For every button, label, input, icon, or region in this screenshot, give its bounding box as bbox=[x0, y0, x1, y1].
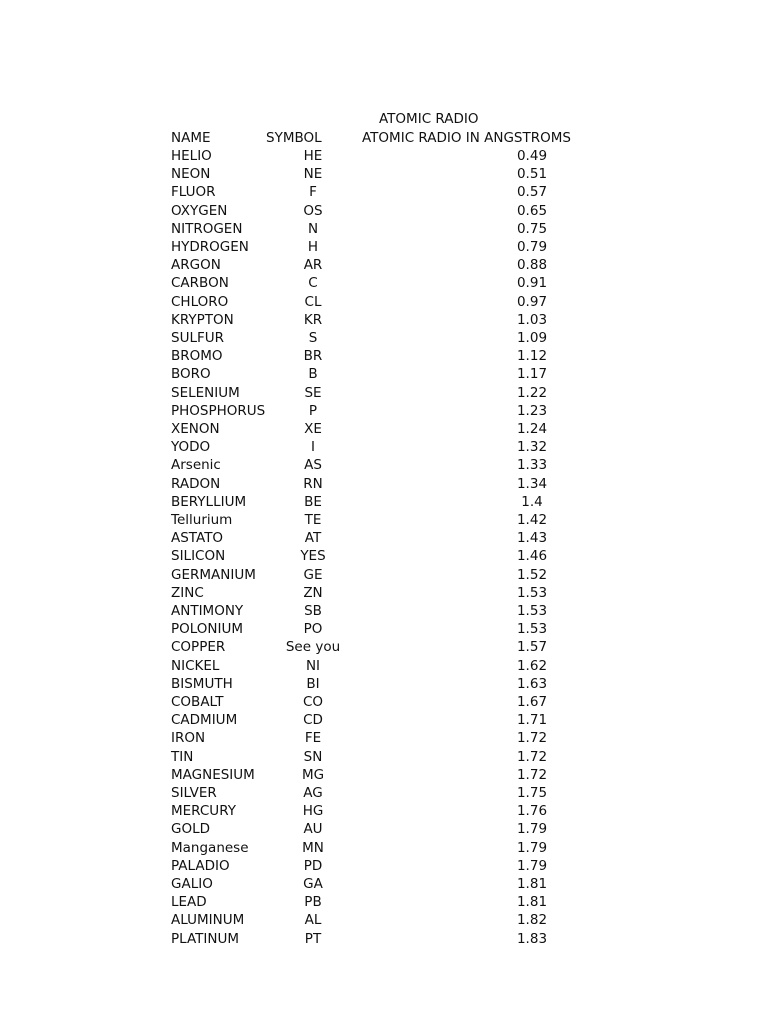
element-symbol: S bbox=[308, 330, 318, 346]
element-symbol: P bbox=[308, 403, 318, 419]
element-symbol: SN bbox=[303, 749, 323, 765]
element-name: HELIO bbox=[171, 148, 212, 164]
element-symbol: H bbox=[307, 239, 319, 255]
table-row bbox=[0, 548, 768, 566]
table-row bbox=[0, 694, 768, 712]
atomic-radius-value: 0.49 bbox=[516, 148, 548, 164]
element-symbol: BE bbox=[304, 494, 322, 510]
element-name: CHLORO bbox=[171, 294, 229, 310]
table-row bbox=[0, 639, 768, 657]
atomic-radius-value: 1.75 bbox=[516, 785, 548, 801]
atomic-radius-value: 1.33 bbox=[516, 457, 548, 473]
element-name: YODO bbox=[171, 439, 211, 455]
table-row bbox=[0, 348, 768, 366]
atomic-radius-value: 1.53 bbox=[516, 603, 548, 619]
atomic-radius-value: 1.82 bbox=[516, 912, 548, 928]
table-row bbox=[0, 385, 768, 403]
table-row bbox=[0, 312, 768, 330]
element-symbol: NI bbox=[305, 658, 321, 674]
atomic-radius-value: 0.79 bbox=[516, 239, 548, 255]
element-name: SELENIUM bbox=[171, 385, 240, 401]
element-name: COBALT bbox=[171, 694, 224, 710]
atomic-radius-value: 0.57 bbox=[516, 184, 548, 200]
element-name: CARBON bbox=[171, 275, 229, 291]
element-name: ZINC bbox=[171, 585, 204, 601]
table-row bbox=[0, 567, 768, 585]
element-symbol: FE bbox=[304, 730, 322, 746]
element-name: POLONIUM bbox=[171, 621, 244, 637]
table-row bbox=[0, 912, 768, 930]
element-name: BROMO bbox=[171, 348, 223, 364]
document-title: ATOMIC RADIO bbox=[379, 111, 479, 127]
atomic-radius-value: 1.4 bbox=[521, 494, 543, 510]
element-name: Tellurium bbox=[171, 512, 233, 528]
element-symbol: C bbox=[308, 275, 318, 291]
element-name: GOLD bbox=[171, 821, 211, 837]
element-name: TIN bbox=[171, 749, 194, 765]
element-symbol: PB bbox=[304, 894, 322, 910]
table-row bbox=[0, 730, 768, 748]
element-symbol: BI bbox=[306, 676, 320, 692]
table-row bbox=[0, 203, 768, 221]
atomic-radius-value: 1.67 bbox=[516, 694, 548, 710]
element-symbol: AR bbox=[303, 257, 323, 273]
element-symbol: MG bbox=[301, 767, 325, 783]
table-row bbox=[0, 166, 768, 184]
table-row bbox=[0, 221, 768, 239]
element-symbol: CD bbox=[303, 712, 323, 728]
atomic-radius-value: 1.72 bbox=[516, 730, 548, 746]
atomic-radius-value: 0.75 bbox=[516, 221, 548, 237]
table-row bbox=[0, 803, 768, 821]
atomic-radius-value: 1.17 bbox=[516, 366, 548, 382]
element-name: PHOSPHORUS bbox=[171, 403, 266, 419]
atomic-radius-value: 1.53 bbox=[516, 585, 548, 601]
table-row bbox=[0, 403, 768, 421]
table-row bbox=[0, 275, 768, 293]
table-row bbox=[0, 330, 768, 348]
element-name: LEAD bbox=[171, 894, 207, 910]
atomic-radius-value: 1.12 bbox=[516, 348, 548, 364]
element-name: XENON bbox=[171, 421, 220, 437]
header-symbol: SYMBOL bbox=[266, 130, 322, 146]
atomic-radius-value: 1.22 bbox=[516, 385, 548, 401]
element-name: IRON bbox=[171, 730, 206, 746]
atomic-radius-value: 1.79 bbox=[516, 821, 548, 837]
element-symbol: I bbox=[311, 439, 315, 455]
atomic-radius-value: 1.03 bbox=[516, 312, 548, 328]
element-symbol: ZN bbox=[303, 585, 323, 601]
element-name: RADON bbox=[171, 476, 221, 492]
table-row bbox=[0, 457, 768, 475]
element-symbol: CL bbox=[304, 294, 322, 310]
atomic-radius-value: 1.72 bbox=[516, 749, 548, 765]
table-row bbox=[0, 421, 768, 439]
element-symbol: MN bbox=[302, 840, 324, 856]
atomic-radius-value: 1.42 bbox=[516, 512, 548, 528]
element-symbol: PD bbox=[303, 858, 323, 874]
atomic-radius-value: 0.91 bbox=[516, 275, 548, 291]
table-row bbox=[0, 294, 768, 312]
element-symbol: HG bbox=[302, 803, 324, 819]
element-name: COPPER bbox=[171, 639, 226, 655]
element-symbol: PO bbox=[303, 621, 323, 637]
atomic-radius-value: 1.81 bbox=[516, 876, 548, 892]
element-symbol: BR bbox=[303, 348, 323, 364]
atomic-radius-value: 1.57 bbox=[516, 639, 548, 655]
element-symbol: OS bbox=[303, 203, 323, 219]
element-name: BERYLLIUM bbox=[171, 494, 247, 510]
table-row bbox=[0, 239, 768, 257]
table-row bbox=[0, 676, 768, 694]
table-row bbox=[0, 585, 768, 603]
table-row bbox=[0, 494, 768, 512]
table-row bbox=[0, 366, 768, 384]
element-name: ANTIMONY bbox=[171, 603, 244, 619]
element-symbol: YES bbox=[300, 548, 326, 564]
atomic-radius-value: 1.72 bbox=[516, 767, 548, 783]
header-radius: ATOMIC RADIO IN ANGSTROMS bbox=[362, 130, 571, 146]
element-name: Arsenic bbox=[171, 457, 221, 473]
element-name: SILVER bbox=[171, 785, 217, 801]
element-symbol: PT bbox=[304, 931, 322, 947]
element-name: KRYPTON bbox=[171, 312, 234, 328]
element-name: SILICON bbox=[171, 548, 226, 564]
table-row bbox=[0, 876, 768, 894]
element-name: ASTATO bbox=[171, 530, 224, 546]
atomic-radius-value: 1.53 bbox=[516, 621, 548, 637]
element-symbol: GA bbox=[303, 876, 323, 892]
atomic-radius-value: 0.65 bbox=[516, 203, 548, 219]
element-symbol: XE bbox=[304, 421, 322, 437]
atomic-radius-value: 1.79 bbox=[516, 840, 548, 856]
element-name: Manganese bbox=[171, 840, 249, 856]
element-symbol: F bbox=[309, 184, 317, 200]
element-symbol: See you bbox=[285, 639, 341, 655]
element-name: FLUOR bbox=[171, 184, 216, 200]
atomic-radius-value: 1.24 bbox=[516, 421, 548, 437]
atomic-radius-value: 1.76 bbox=[516, 803, 548, 819]
table-row bbox=[0, 148, 768, 166]
table-row bbox=[0, 439, 768, 457]
table-row bbox=[0, 840, 768, 858]
table-row bbox=[0, 767, 768, 785]
element-symbol: SE bbox=[304, 385, 322, 401]
atomic-radius-value: 1.32 bbox=[516, 439, 548, 455]
atomic-radius-value: 1.23 bbox=[516, 403, 548, 419]
table-row bbox=[0, 712, 768, 730]
element-name: SULFUR bbox=[171, 330, 224, 346]
element-symbol: AT bbox=[304, 530, 322, 546]
element-symbol: RN bbox=[303, 476, 323, 492]
atomic-radius-value: 1.43 bbox=[516, 530, 548, 546]
table-row bbox=[0, 184, 768, 202]
element-name: NEON bbox=[171, 166, 211, 182]
element-name: BISMUTH bbox=[171, 676, 233, 692]
table-row bbox=[0, 476, 768, 494]
element-name: PLATINUM bbox=[171, 931, 240, 947]
element-symbol: AL bbox=[304, 912, 322, 928]
element-name: NITROGEN bbox=[171, 221, 243, 237]
atomic-radius-value: 1.71 bbox=[516, 712, 548, 728]
element-symbol: AU bbox=[303, 821, 323, 837]
element-symbol: TE bbox=[304, 512, 322, 528]
element-name: BORO bbox=[171, 366, 211, 382]
element-symbol: B bbox=[308, 366, 318, 382]
element-name: HYDROGEN bbox=[171, 239, 249, 255]
element-symbol: CO bbox=[302, 694, 324, 710]
atomic-radius-value: 0.97 bbox=[516, 294, 548, 310]
element-symbol: KR bbox=[303, 312, 323, 328]
element-symbol: NE bbox=[303, 166, 323, 182]
table-row bbox=[0, 257, 768, 275]
element-name: OXYGEN bbox=[171, 203, 228, 219]
element-name: ALUMINUM bbox=[171, 912, 245, 928]
header-name: NAME bbox=[171, 130, 211, 146]
atomic-radius-value: 1.46 bbox=[516, 548, 548, 564]
table-row bbox=[0, 858, 768, 876]
atomic-radius-value: 1.83 bbox=[516, 931, 548, 947]
element-name: GALIO bbox=[171, 876, 213, 892]
element-name: CADMIUM bbox=[171, 712, 238, 728]
atomic-radius-value: 0.51 bbox=[516, 166, 548, 182]
element-symbol: SB bbox=[304, 603, 322, 619]
element-symbol: GE bbox=[303, 567, 323, 583]
atomic-radius-value: 1.63 bbox=[516, 676, 548, 692]
table-row bbox=[0, 603, 768, 621]
element-name: MAGNESIUM bbox=[171, 767, 255, 783]
table-row bbox=[0, 785, 768, 803]
element-name: MERCURY bbox=[171, 803, 236, 819]
element-name: ARGON bbox=[171, 257, 221, 273]
element-name: PALADIO bbox=[171, 858, 230, 874]
element-name: NICKEL bbox=[171, 658, 220, 674]
table-row bbox=[0, 821, 768, 839]
element-symbol: HE bbox=[303, 148, 323, 164]
table-row bbox=[0, 530, 768, 548]
table-row bbox=[0, 621, 768, 639]
atomic-radius-value: 1.34 bbox=[516, 476, 548, 492]
table-header-row bbox=[0, 130, 768, 148]
table-row bbox=[0, 749, 768, 767]
table-row bbox=[0, 512, 768, 530]
atomic-radius-value: 1.81 bbox=[516, 894, 548, 910]
atomic-radius-value: 1.09 bbox=[516, 330, 548, 346]
atomic-radius-value: 1.62 bbox=[516, 658, 548, 674]
atomic-radius-value: 1.79 bbox=[516, 858, 548, 874]
element-symbol: AS bbox=[304, 457, 322, 473]
element-symbol: N bbox=[307, 221, 319, 237]
table-row bbox=[0, 894, 768, 912]
atomic-radius-value: 0.88 bbox=[516, 257, 548, 273]
atomic-radius-value: 1.52 bbox=[516, 567, 548, 583]
element-name: GERMANIUM bbox=[171, 567, 256, 583]
table-row bbox=[0, 658, 768, 676]
element-symbol: AG bbox=[303, 785, 323, 801]
table-row bbox=[0, 931, 768, 949]
